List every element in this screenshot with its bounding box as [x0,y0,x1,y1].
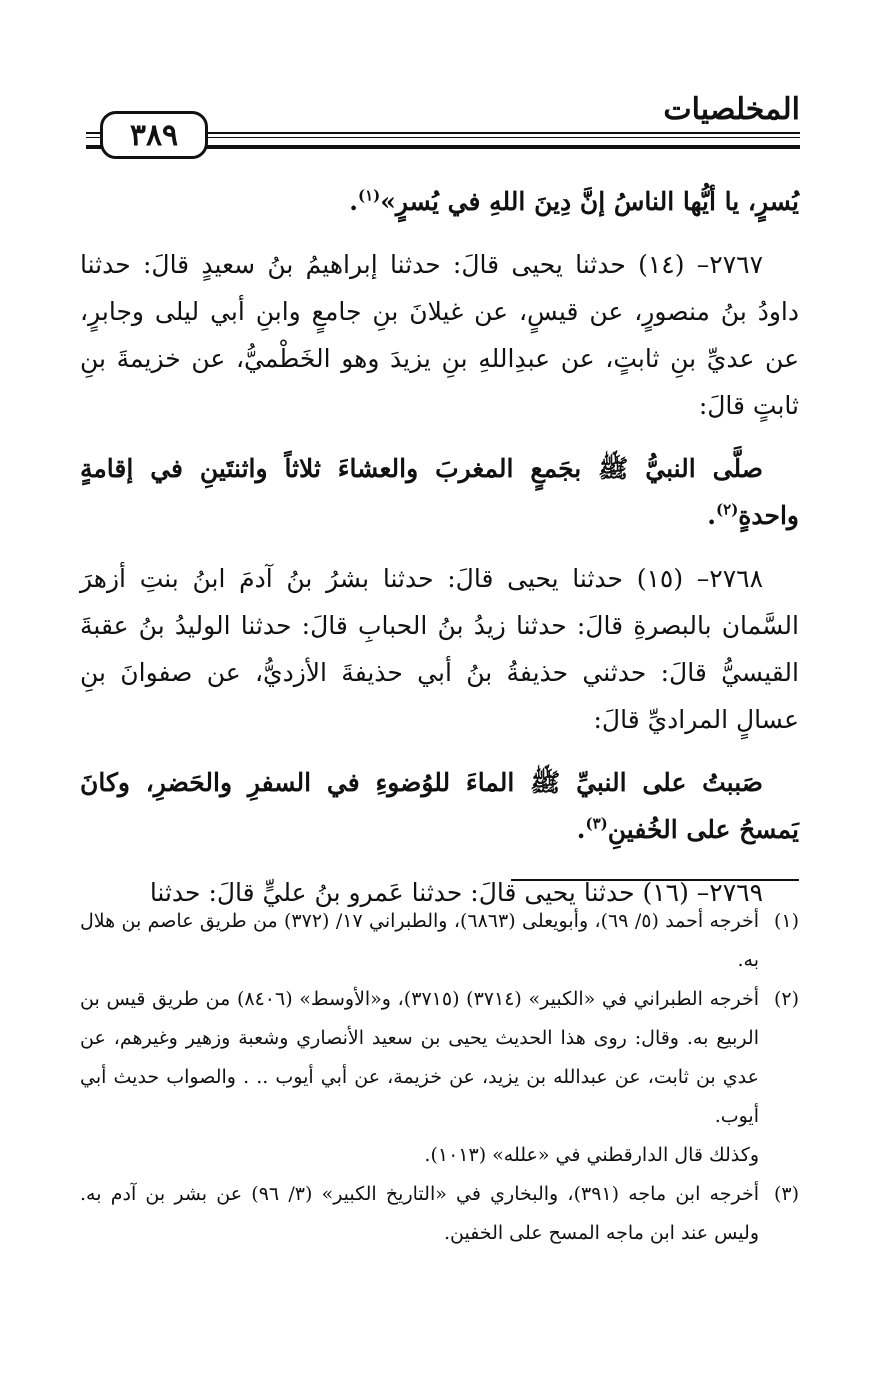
page-header [86,92,800,162]
footnote-ref: (٢) [716,500,739,519]
hadith-quote-2767 [80,445,799,539]
footnote-3 [80,1175,799,1253]
footnote-number: (٢) [773,988,799,1010]
quote-end: . [349,187,358,216]
footnote-separator [511,879,799,881]
footnote-line: أخرجه الطبراني في «الكبير» (٣٧١٤) (٣٧١٥)، و«الأوسط» (٨٤٠٦) من طريق قيس بن الربيع به. وقال: روى هذا الحديث يحيى بن سعيد الأنصاري وشعبة وزهير وغيرهم، عن عدي بن ثابت، عن عبدالله بن يزيد، عن خزيمة، عن أبي أيوب .. . والصواب حديث أبي أيوب. [80,988,760,1127]
footnotes [80,902,799,1253]
page-number-frame [100,111,208,159]
hadith-entry-2767: ٢٧٦٧– (١٤) حدثنا يحيى قالَ: حدثنا إبراهيمُ بنُ سعيدٍ قالَ: حدثنا داودُ بنُ منصورٍ، عن قيسٍ، عن غيلانَ بنِ جامعٍ وابنِ أبي ليلى وجابرٍ، عن عديِّ بنِ ثابتٍ، عن عبدِاللهِ بنِ يزيدَ وهو الخَطْميُّ، عن خزيمةَ بنِ ثابتٍ قالَ: [80,250,799,420]
opening-hadith-quote [80,178,799,225]
quote-text: صَببتُ على النبيِّ ﷺ الماءَ للوُضوءِ في السفرِ والحَضرِ، وكانَ يَمسحُ على الخُفينِ [80,768,799,844]
footnote-2 [80,980,799,1175]
hadith-entry-2768: ٢٧٦٨– (١٥) حدثنا يحيى قالَ: حدثنا بشرُ بنُ آدمَ ابنُ بنتِ أزهرَ السَّمان بالبصرةِ قالَ: حدثنا زيدُ بنُ الحبابِ قالَ: حدثنا الوليدُ بنُ عقبةَ القيسيُّ قالَ: حدثني حذيفةُ بنُ أبي حذيفةَ الأزديُّ، عن صفوانَ بنِ عسالٍ المراديِّ قالَ: [80,564,799,734]
footnote-text [80,902,759,980]
hadith-quote-2768 [80,759,799,853]
footnote-line: أخرجه أحمد (٥/ ٦٩)، وأبويعلى (٦٨٦٣)، والطبراني ١٧/ (٣٧٢) من طريق عاصم بن هلال به. [80,910,759,971]
footnote-number: (٣) [773,1183,799,1205]
quote-end: . [707,501,717,530]
hadith-entry-2769: ٢٧٦٩– (١٦) حدثنا يحيى قالَ: حدثنا عَمرو بنُ عليٍّ قالَ: حدثنا [149,878,763,907]
footnote-line: وكذلك قال الدارقطني في «علله» (١٠١٣). [424,1144,759,1166]
footnote-text [80,1175,759,1253]
footnote-number: (١) [773,910,799,932]
quote-text: صلَّى النبيُّ ﷺ بجَمعٍ المغربَ والعشاءَ ثلاثاً واثنتَينِ في إقامةٍ واحدةٍ [80,454,799,530]
running-title: المخلصيات [663,92,800,127]
footnote-ref: (٣) [585,814,608,833]
main-text [80,178,799,916]
quote-text: يُسرٍ، يا أيُّها الناسُ إنَّ دِينَ اللهِ في يُسرٍ» [380,187,799,216]
page-number: ٣٨٩ [129,117,179,153]
footnote-ref: (١) [357,186,381,205]
footnote-text [80,980,759,1175]
footnote-line: أخرجه ابن ماجه (٣٩١)، والبخاري في «التاريخ الكبير» (٣/ ٩٦) عن بشر بن آدم به. وليس عند ابن ماجه المسح على الخفين. [80,1183,759,1244]
quote-end: . [576,815,586,844]
footnote-1 [80,902,799,980]
